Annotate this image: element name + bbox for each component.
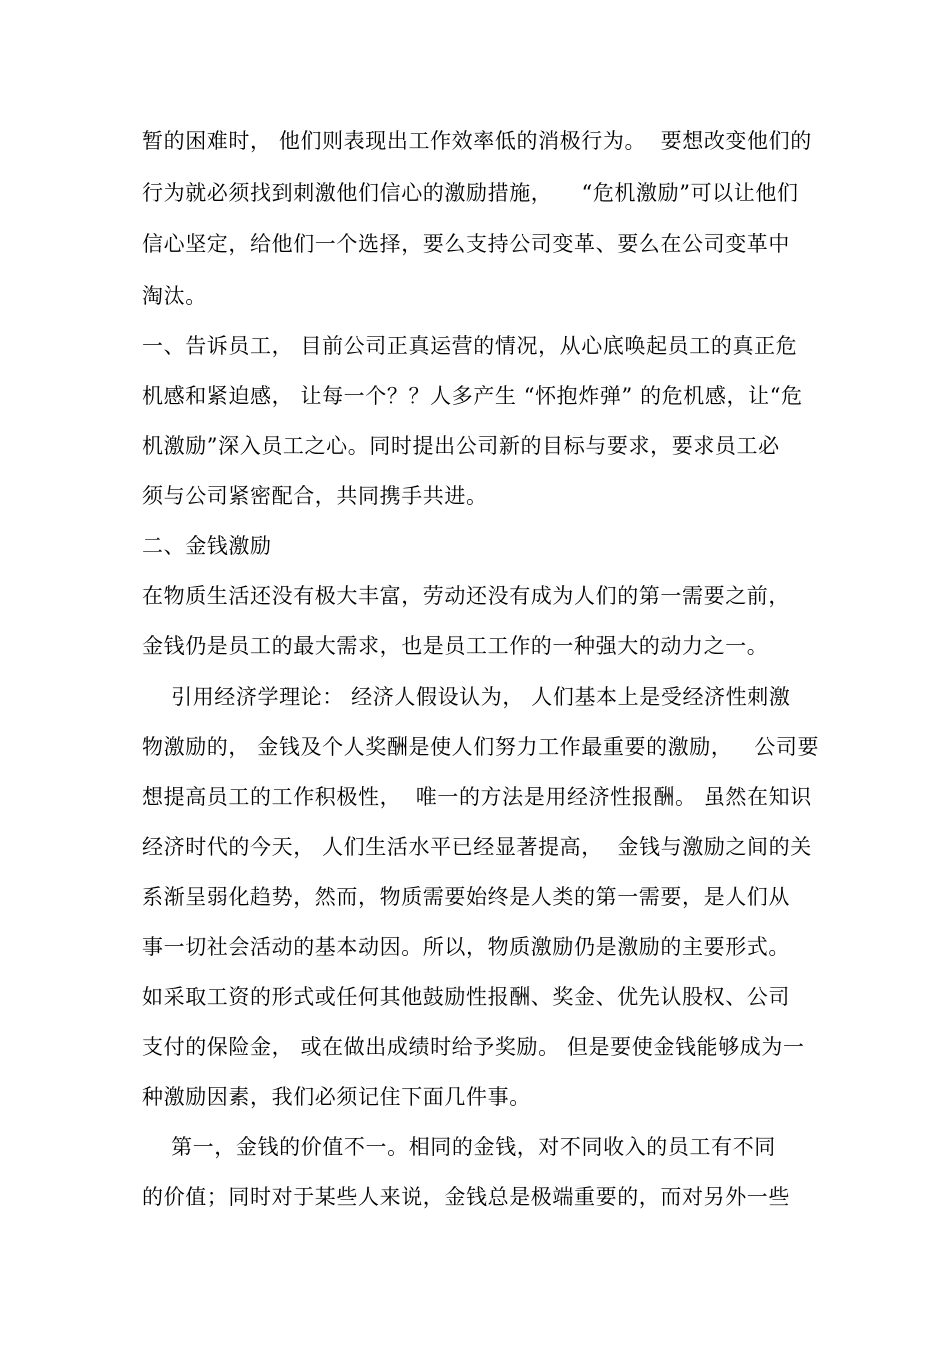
- section-heading: 二、金钱激励: [142, 534, 272, 558]
- text-line: 行为就必须找到刺激他们信心的激励措施， “危机激励”可以让他们: [142, 181, 799, 205]
- text-line: 支付的保险金， 或在做出成绩时给予奖励。 但是要使金钱能够成为一: [142, 1035, 805, 1059]
- text-line: 物激励的， 金钱及个人奖酬是使人们努力工作最重要的激励， 公司要: [142, 735, 820, 759]
- text-line: 经济时代的今天， 人们生活水平已经显著提高， 金钱与激励之间的关: [142, 835, 812, 859]
- text-line: 种激励因素，我们必须记住下面几件事。: [142, 1085, 531, 1109]
- text-line: 淘汰。: [142, 284, 207, 308]
- text-line: 暂的困难时， 他们则表现出工作效率低的消极行为。 要想改变他们的: [142, 129, 812, 153]
- text-line: 信心坚定，给他们一个选择，要么支持公司变革、要么在公司变革中: [142, 232, 790, 256]
- section-heading: 一、告诉员工， 目前公司正真运营的情况，从心底唤起员工的真正危: [142, 334, 798, 358]
- text-line: 在物质生活还没有极大丰富，劳动还没有成为人们的第一需要之前，: [142, 584, 790, 608]
- text-line: 机感和紧迫感， 让每一个？？人多产生 “怀抱炸弹” 的危机感，让“危: [142, 384, 803, 408]
- text-line: 的价值；同时对于某些人来说，金钱总是极端重要的，而对另外一些: [142, 1185, 790, 1209]
- text-line: 第一，金钱的价值不一。相同的金钱，对不同收入的员工有不同: [142, 1135, 776, 1159]
- text-line: 引用经济学理论： 经济人假设认为， 人们基本上是受经济性刺激: [142, 685, 791, 709]
- text-line: 如采取工资的形式或任何其他鼓励性报酬、奖金、优先认股权、公司: [142, 985, 790, 1009]
- text-line: 事一切社会活动的基本动因。所以，物质激励仍是激励的主要形式。: [142, 935, 790, 959]
- text-line: 想提高员工的工作积极性， 唯一的方法是用经济性报酬。 虽然在知识: [142, 785, 812, 809]
- text-line: 系渐呈弱化趋势，然而，物质需要始终是人类的第一需要，是人们从: [142, 885, 790, 909]
- text-line: 机激励”深入员工之心。同时提出公司新的目标与要求，要求员工必: [142, 434, 780, 458]
- text-line: 须与公司紧密配合，共同携手共进。: [142, 484, 488, 508]
- text-line: 金钱仍是员工的最大需求，也是员工工作的一种强大的动力之一。: [142, 634, 769, 658]
